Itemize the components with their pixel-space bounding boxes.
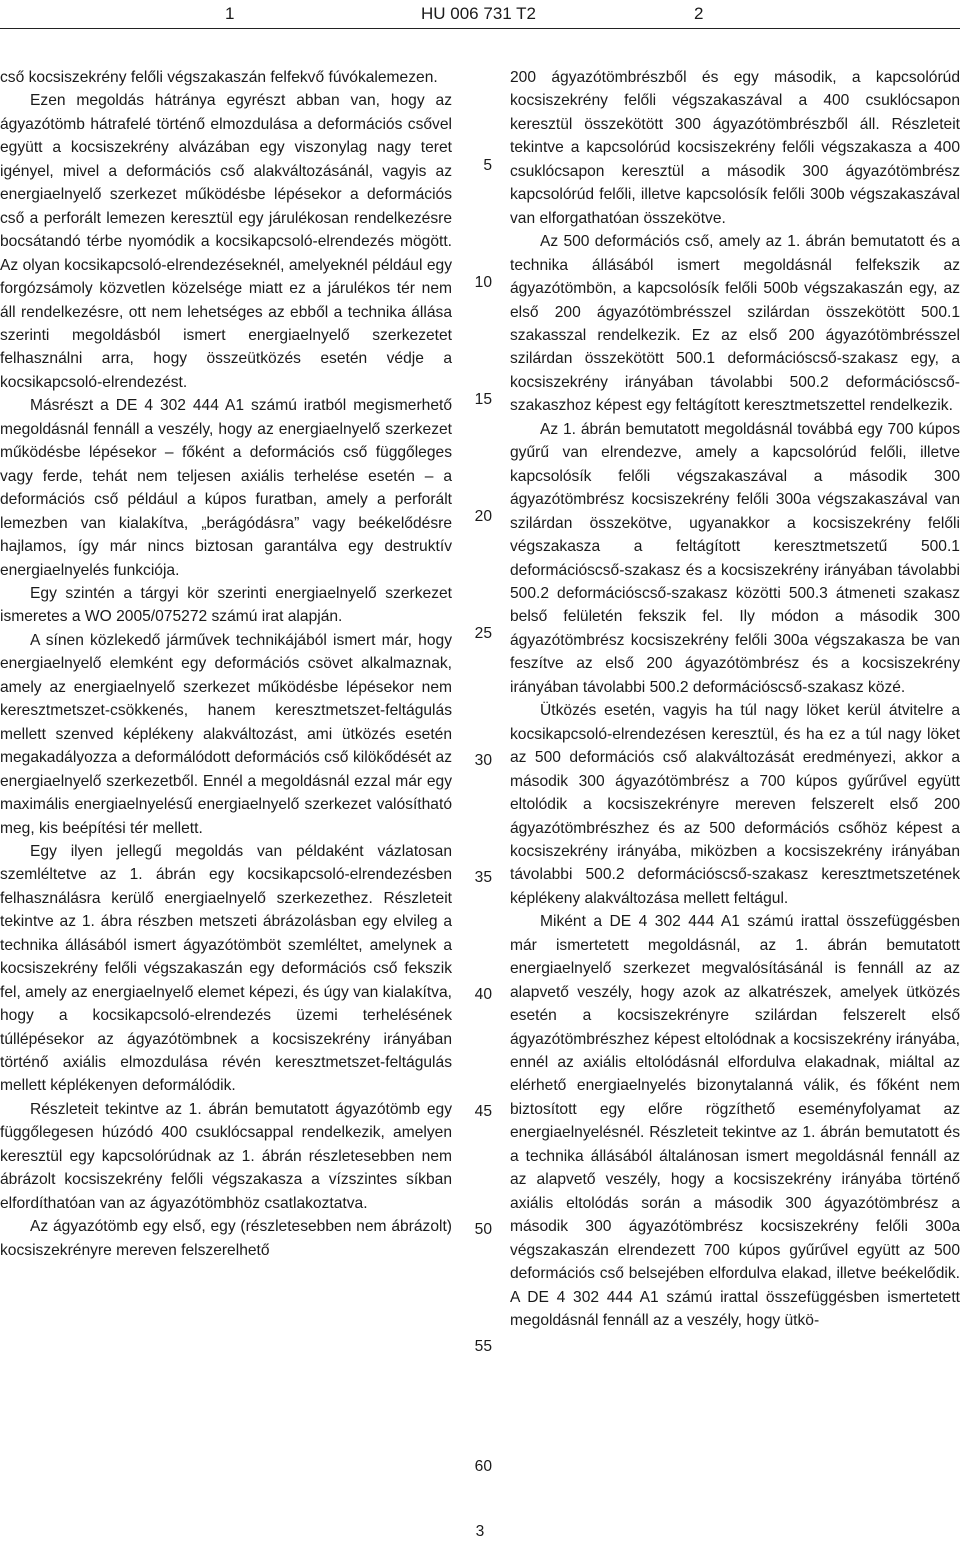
paragraph: 200 ágyazótömbrészből és egy második, a kapcsolórúd kocsiszekrény felőli végszakaszával a 400 csuklócsapon keresztül összekötött 300 ágyazótömbrészből áll. Részleteit tekintve a kapcsolórúd kocsiszekrény felőli végszakasza a 400 csuklócsapon keresztül a második 300 ágyazótömbrész kapcsolórúd felőli, illetve kapcsolósík felőli 300b végszakaszával van elforgathatóan összekötve. (510, 69, 960, 227)
paragraph: Egy ilyen jellegű megoldás van példaként vázlatosan szemléltetve az 1. ábrán egy kocsikapcsoló-elrendezésben felhasználásra kerülő energiaelnyelő szerkezethez. Részleteit tekintve az 1. ábra részben metszeti ábrázolásban egy elvileg a technika állásából ismert ágyazótömböt szemléltet, amelynek a kocsiszekrény felőli végszakaszán egy deformációs cső fekszik fel, amely az energiaelnyelő elemet képezi, és úgy van kialakítva, hogy a kocsikapcsoló-elrendezés üzemi terhelésének túllépésekor az ágyazótömbnek a kocsiszekrény irányában történő axiális elmozdulása révén keresztmetszet-feltágulás mellett képlékenyen deformálódik. (0, 842, 452, 1095)
line-number: 5 (483, 157, 492, 174)
paragraph: Ezen megoldás hátránya egyrészt abban van, hogy az ágyazótömb hátrafelé történő elmozdulása a deformációs csővel együtt a kocsiszekrény alvázában egy viszonylag nagy teret igényel, mivel a deformációs cső alakváltozásánál, vagyis az energiaelnyelő szerkezet működésbe lépésekor a deformációs cső a perforált lemezen keresztül egy járulékosan rendelkezésre bocsátandó térbe nyomódik a kocsikapcsoló-elrendezés mögött. Az olyan kocsikapcsoló-elrendezéseknél, amelyeknél például egy forgózsámoly közvetlen közelsége miatt ez a járulékos tér nem áll rendelkezésre, ott nem lehetséges az ebből a technika állása szerinti megoldásból ismert energiaelnyelő szerkezetet felhasználni arra, hogy összeütközés esetén védje a kocsikapcsoló-elrendezést. (0, 92, 452, 391)
paragraph: Részleteit tekintve az 1. ábrán bemutatott ágyazótömb egy függőlegesen húzódó 400 csuklócsappal rendelkezik, amelyen keresztül egy kapcsolórúdnak az 1. ábrán részletesebben nem ábrázolt kocsiszekrény felőli végszakasza a vízszintes síkban elfordíthatóan van az ágyazótömbhöz csatlakoztatva. (0, 1100, 452, 1212)
line-number: 30 (474, 752, 492, 769)
paragraph: Egy szintén a tárgyi kör szerinti energiaelnyelő szerkezet ismeretes a WO 2005/075272 számú irat alapján. (0, 584, 452, 626)
line-number: 20 (474, 508, 492, 525)
paragraph: Másrészt a DE 4 302 444 A1 számú iratból megismerhető megoldásnál fennáll a veszély, hogy az energiaelnyelő szerkezet működésbe lépésekor – főként a deformációs cső függőleges vagy ferde, tehát nem teljesen axiális terhelése esetén – a deformációs cső például a kúpos furatban, amely a perforált lemezben van kialakítva, „berágódásra” vagy beékelődésre hajlamos, így már nincs biztosan garantálva egy destruktív energiaelnyelés funkciója. (0, 397, 452, 579)
page-footer-number: 3 (475, 1523, 485, 1540)
page-header (0, 0, 960, 24)
line-number: 55 (474, 1338, 492, 1355)
paragraph: A sínen közlekedő járművek technikájából ismert már, hogy energiaelnyelő elemként egy deformációs csövet alkalmaznak, amely az energiaelnyelő szerkezet működésbe lépésekor nem keresztmetszet-csökkenés, hanem keresztmetszet-feltágulás mellett szenved képlékeny alakváltozást, ami ütközés esetén megakadályozza a deformálódott deformációs cső kilökődését az energiaelnyelő szerkezetből. Ennél a megoldásnál ezzal már egy maximális energiaelnyelésű energiaelnyelő szerkezet valósítható meg, kis beépítési tér mellett. (0, 631, 452, 837)
line-number: 15 (474, 391, 492, 408)
right-page-number: 2 (694, 4, 704, 23)
line-number: 25 (474, 625, 492, 642)
line-number: 50 (474, 1221, 492, 1238)
line-number: 45 (474, 1103, 492, 1120)
line-number: 60 (474, 1458, 492, 1475)
patent-number: HU 006 731 T2 (421, 4, 536, 23)
line-number: 10 (474, 274, 492, 291)
left-page-number: 1 (225, 4, 235, 23)
paragraph: Az 1. ábrán bemutatott megoldásnál továbbá egy 700 kúpos gyűrű van elrendezve, amely a kapcsolórúd felőli, illetve kapcsolósík felőli végszakaszával a második 300 ágyazótömbrész kocsiszekrény felőli 300a végszakaszával van szilárdan összekötve, ugyanakkor a kocsiszekrény felőli végszakasza a feltágított keresztmetszetű 500.1 deformációscső-szakasz és a kocsiszekrény irányában távolabbi 500.2 deformációscső-szakasz közötti 500.3 átmeneti szakasz belső felületén fekszik fel. Ily módon a második 300 ágyazótömbrész kocsiszekrény felőli 300a végszakasza be van feszítve az első 200 ágyazótömbrész és a kocsiszekrény irányában távolabbi 500.2 deformációscső-szakasz közé. (510, 420, 960, 696)
line-number: 40 (474, 986, 492, 1003)
paragraph: Az ágyazótömb egy első, egy (részletesebben nem ábrázolt) kocsiszekrényre mereven felszerelhető (0, 1218, 452, 1259)
paragraph: cső kocsiszekrény felőli végszakaszán felfekvő fúvókalemezen. (0, 69, 438, 86)
paragraph: Az 500 deformációs cső, amely az 1. ábrán bemutatott és a technika állásából ismert megoldásnál felfekszik az ágyazótömbön, a kapcsolósík felőli 500b végszakaszán egy, az első 200 ágyazótömbrésszel szilárdan összekötött 500.1 szakasszal rendelkezik. Ez az első 200 ágyazótömbrésszel szilárdan összekötött 500.1 deformációscső-szakasz egy, a kocsiszekrény irányában távolabbi 500.2 deformációscső-szakaszhoz képest egy feltágított keresztmetszettel rendelkezik. (510, 233, 960, 415)
left-text-column (0, 66, 452, 1262)
paragraph: Miként a DE 4 302 444 A1 számú irattal összefüggésben már ismertetett megoldásnál, az 1. ábrán bemutatott energiaelnyelő szerkezet megvalósításánál is fennáll az az alapvető veszély, hogy azok az alkatrészek, amelyek ütközés esetén a kocsiszekrényre szilárdan felszerelt első ágyazótömbrészhez képest eltolódnak a kocsiszekrény irányába, ennél az axiális eltolódásnál elfordulva elakadnak, miáltal az elérhető energiaelnyelés bizonytalanná válik, és főként nem biztosított egy előre rögzíthető eseményfolyamat az energiaelnyelésnél. Részleteit tekintve az 1. ábrán bemutatott és a technika állásából általánosan ismert megoldásnál fennáll az az alapvető veszély, hogy a kocsiszekrény irányába történő axiális eltolódás során a második 300 ágyazótömbrész a második 300 ágyazótömbrész kocsiszekrény felőli 300a végszakaszán elrendezett 700 kúpos gyűrűvel együtt az 500 deformációs cső belsejében elfordulva elakad, illetve beékelődik. A DE 4 302 444 A1 számú irattal összefüggésben ismertetett megoldásnál fennáll az a veszély, hogy ütkö- (510, 913, 960, 1330)
right-text-column (510, 66, 960, 1332)
paragraph: Ütközés esetén, vagyis ha túl nagy löket kerül átvitelre a kocsikapcsoló-elrendezésen keresztül, és ha ez a túl nagy löket az 500 deformációs cső alakváltozását eredményezi, akkor a második 300 ágyazótömbrész a 700 kúpos gyűrűvel együtt eltolódik a kocsiszekrényre mereven felszerelt első 200 ágyazótömbrészhez és az 500 deformációs csőhöz képest a kocsiszekrény irányába, miközben a kocsiszekrény irányában távolabbi 500.2 deformációscső-szakasz keresztmetszetének képlékeny alakváltozása mellett feltágul. (510, 702, 960, 907)
header-divider (0, 28, 960, 29)
line-number: 35 (474, 869, 492, 886)
